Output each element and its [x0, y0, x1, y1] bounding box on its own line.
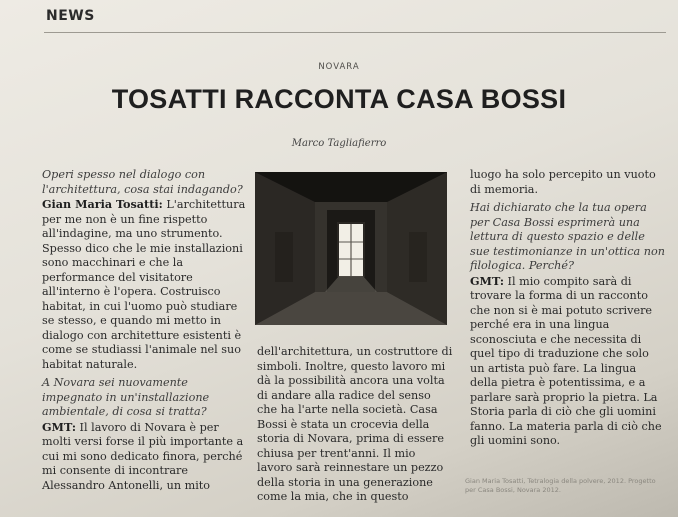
speaker-label: GMT:: [42, 419, 76, 434]
question-text: A Novara sei nuovamente impegnato in un'installazione ambientale, di cosa si tratta?: [42, 376, 210, 418]
text-column-2: [257, 345, 453, 505]
article-title: TOSATTI RACCONTA CASA BOSSI: [111, 84, 567, 114]
photo-caption: Gian Maria Tosatti, Tetralogia della polvere, 2012. Progetto per Casa Bossi, Novara 2012.: [465, 477, 656, 494]
interview-answer: [42, 197, 246, 372]
article-author: Marco Tagliafierro: [291, 138, 387, 149]
section-label: NEWS: [46, 8, 95, 24]
answer-text: Il lavoro di Novara è per molti versi forse il più importante a cui mi sono dedicato finora, perché mi consente di incontrare Alessandro Antonelli, un mito: [42, 420, 244, 492]
interview-question: [42, 168, 246, 197]
section-divider: [44, 32, 666, 33]
interview-answer: [470, 274, 666, 449]
interview-question: [42, 376, 246, 420]
speaker-label: GMT:: [470, 273, 504, 288]
paragraph-text: luogo ha solo percepito un vuoto di memoria.: [470, 168, 656, 196]
body-paragraph: [257, 345, 453, 505]
interview-question: [470, 201, 666, 274]
text-column-1: [42, 168, 246, 493]
article-kicker: NOVARA: [318, 62, 360, 72]
answer-text: Il mio compito sarà di trovare la forma di un racconto che non si è mai potuto scrivere perché era in una lingua sconosciuta e che necessita di quel tipo di traduzione che solo un artista può fare. La lingua della pietra è potentissima, e a parlare sarà proprio la pietra. La Storia parla di ciò che gli uomini fanno. La materia parla di ciò che gli uomini sono.: [470, 274, 662, 447]
corridor-image: [255, 172, 447, 325]
question-text: Operi spesso nel dialogo con l'architettura, cosa stai indagando?: [42, 168, 243, 196]
body-paragraph: [470, 168, 666, 197]
question-text: Hai dichiarato che la tua opera per Casa Bossi esprimerà una lettura di questo spazio e delle sue testimonianze in un'ottica non filologica. Perché?: [470, 201, 665, 272]
answer-text: L'architettura per me non è un fine rispetto all'indagine, ma uno strumento. Spesso dico che le mie installazioni sono macchinari e che la performance del visitatore all'interno è l'opera. Costruisco habitat, in cui l'uomo può studiare se stesso, e quando mi metto in dialogo con architetture esistenti è come se studiassi l'animale nel suo habitat naturale.: [42, 198, 246, 371]
article-photo: [255, 172, 447, 325]
paragraph-text: dell'architettura, un costruttore di simboli. Inoltre, questo lavoro mi dà la possibilità ancora una volta di andare alla radice del senso che ha l'arte nella società. Casa Bossi è stata un crocevia della storia di Novara, prima di essere chiusa per trent'anni. Il mio lavoro sarà reinnestare un pezzo della storia in una generazione come la mia, che in questo: [257, 345, 453, 503]
text-column-3: [470, 168, 666, 449]
speaker-label: Gian Maria Tosatti:: [42, 197, 163, 211]
interview-answer: [42, 420, 246, 494]
